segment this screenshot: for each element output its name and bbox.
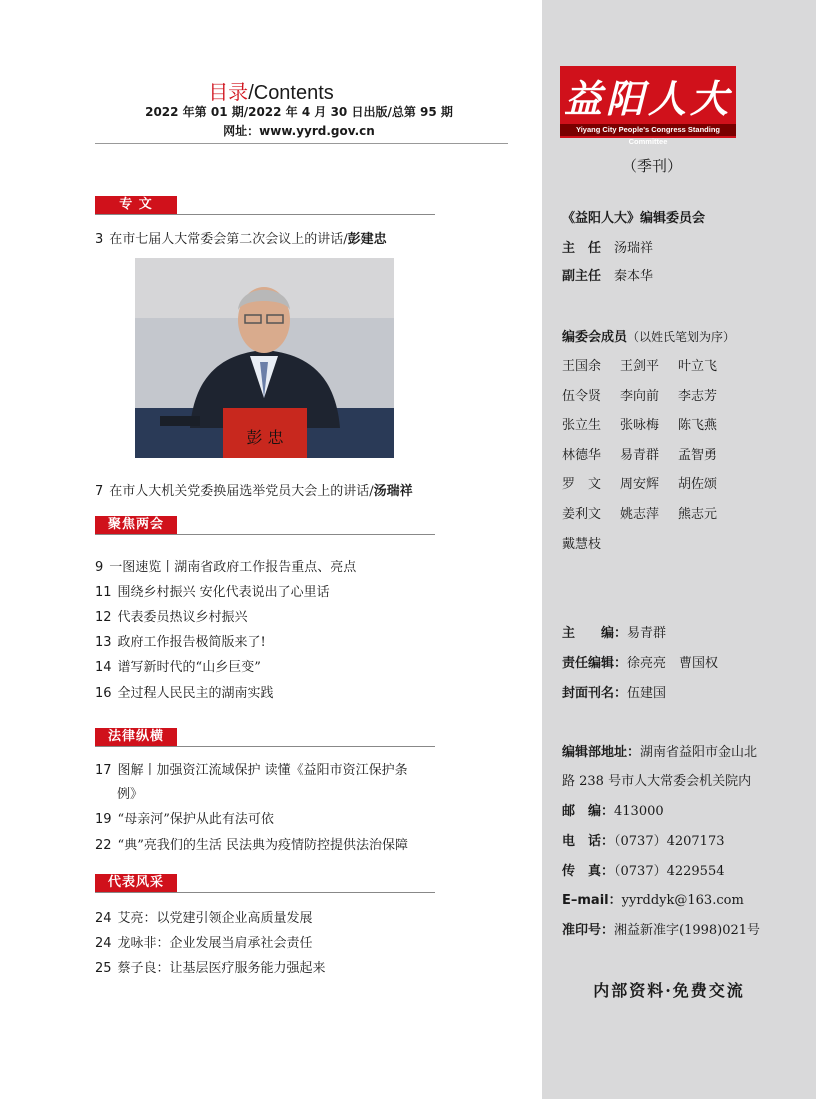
nameplate-text: 彭 忠 [246,428,284,447]
members-row: 林德华 易青群 孟智勇 [562,448,718,463]
members-row: 张立生 张咏梅 陈飞燕 [562,418,718,433]
toc-item[interactable]: 24 龙咏非：企业发展当肩承社会责任 [95,936,313,951]
toc-item[interactable]: 13 政府工作报告极简版来了! [95,635,266,650]
toc-item[interactable]: 3 在市七届人大常委会第二次会议上的讲话/彭建忠 [95,232,387,247]
quarterly-label: （季刊） [622,157,683,175]
toc-item[interactable]: 24 艾亮：以党建引领企业高质量发展 [95,911,313,926]
members-row: 罗 文 周安辉 胡佐颂 [562,477,718,492]
section-header-zhuanwen: 专 文 [95,196,435,215]
section-header-falv: 法律纵横 [95,728,435,747]
deputy-row: 副主任 秦本华 [562,269,654,284]
website: 网址：www.yyrd.gov.cn [223,124,375,138]
internal-material-note: 内部资料·免费交流 [593,981,745,1000]
address-row-2: 路 238 号市人大常委会机关院内 [562,774,752,789]
toc-item[interactable]: 25 蔡子良：让基层医疗服务能力强起来 [95,961,326,976]
toc-item[interactable]: 12 代表委员热议乡村振兴 [95,610,248,625]
members-row: 姜利文 姚志萍 熊志元 [562,507,718,522]
cover-title-row: 封面刊名：伍建国 [562,686,667,701]
committee-title: 《益阳人大》编辑委员会 [562,211,706,226]
address-row: 编辑部地址：湖南省益阳市金山北 [562,745,758,760]
toc-item[interactable]: 9 一图速览丨湖南省政府工作报告重点、亮点 [95,560,357,575]
toc-item[interactable]: 7 在市人大机关党委换届选举党员大会上的讲话/汤瑞祥 [95,484,413,499]
director-row: 主 任 汤瑞祥 [562,241,654,256]
permit-row: 准印号：湘益新准字(1998)021号 [562,923,761,938]
toc-item[interactable]: 17 图解丨加强资江流域保护 读懂《益阳市资江保护条 [95,763,408,778]
members-heading: 编委会成员（以姓氏笔划为序） [562,330,736,345]
toc-item[interactable]: 14 谱写新时代的“山乡巨变” [95,660,261,675]
members-row: 戴慧枝 [562,537,602,552]
issue-info: 2022 年第 01 期/2022 年 4 月 30 日出版/总第 95 期 [145,105,453,119]
members-row: 王国余 王剑平 叶立飞 [562,359,718,374]
members-row: 伍令贤 李向前 李志芳 [562,389,718,404]
fax-row: 传 真：（0737）4229554 [562,864,725,879]
chief-editor-row: 主 编：易青群 [562,626,667,641]
resp-editor-row: 责任编辑：徐亮亮 曹国权 [562,656,719,671]
phone-row: 电 话：（0737）4207173 [562,834,725,849]
postcode-row: 邮 编：413000 [562,804,664,819]
toc-item-continued[interactable]: 例》 [117,787,144,802]
section-header-daibiao: 代表风采 [95,874,435,893]
toc-item[interactable]: 22 “典”亮我们的生活 民法典为疫情防控提供法治保障 [95,838,408,853]
section-header-juji: 聚焦两会 [95,516,435,535]
header-divider [95,143,508,144]
email-row[interactable]: E–mail：yyrddyk@163.com [562,893,744,908]
contents-title: 目录/Contents [208,80,334,104]
toc-item[interactable]: 19 “母亲河”保护从此有法可依 [95,812,274,827]
toc-item[interactable]: 11 围绕乡村振兴 安化代表说出了心里话 [95,585,330,600]
cover-photo [135,258,394,458]
magazine-logo: 益阳人大 Yiyang City People's Congress Standing Committee [560,66,736,138]
toc-item[interactable]: 16 全过程人民民主的湖南实践 [95,686,274,701]
